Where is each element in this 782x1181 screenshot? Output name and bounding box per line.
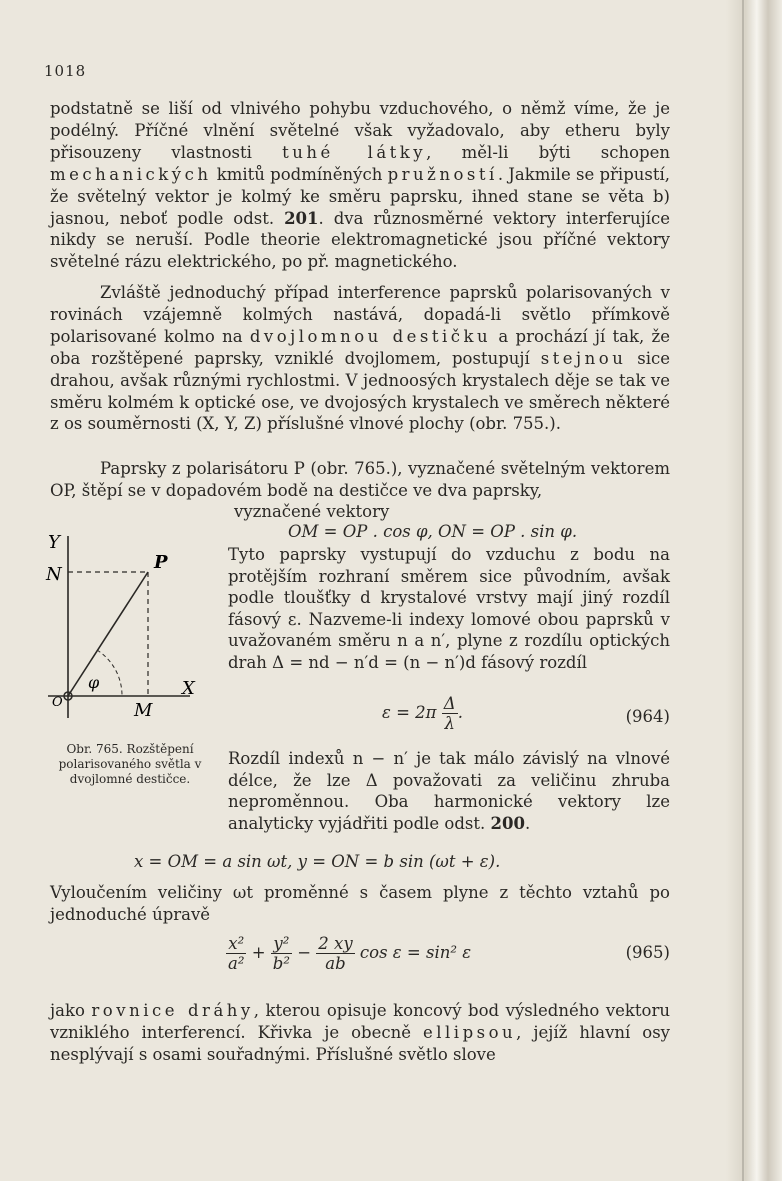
side-text-2: Rozdíl indexů n − n′ je tak málo závislý na vlnové délce, že lze Δ považovati za veličinu zhruba neproměnnou. Oba harmonické vektory lze analyticky vyjádřiti podle odst. 200. [228,749,670,833]
paragraph-3: Paprsky z polarisátoru P (obr. 765.), vyznačené světelným vektorem OP, štěpí se v dopadovém bodě na destičce ve dva paprsky, [50,459,670,500]
side-text-1: Tyto paprsky vystupují do vzduchu z bodu na protějším rozhraní směrem sice původním, avšak podle tloušťky d krystalové vrstvy mají jiný rozdíl fásový ε. Nazveme-li indexy lomové obou paprsků v uvažovaném směru n a n′, plyne z rozdílu optických drah Δ = nd − n′d = (n − n′)d fásový rozdíl [228,545,670,672]
book-spine [726,0,782,1181]
label-phi: φ [88,673,100,692]
label-o: O [52,695,63,710]
equation-964-number: (964) [625,707,670,726]
paragraph-5: jako rovnice dráhy, kterou opisuje koncový bod výsledného vektoru vzniklého interferencí. Křivka je obecně ellipsou, jejíž hlavní osy nesplývají s osami souřadnými. Příslušné světlo slove [50,1001,671,1064]
paragraph-2: Zvláště jednoduchý případ interference paprsků polarisovaných v rovinách vzájemně kolmých nastává, dopadá-li světlo přímkově polarisované kolmo na dvojlomnou destičku a prochází jí tak, že oba rozštěpené paprsky, vzniklé dvojlomem, postupují stejnou sice drahou, avšak různými rychlostmi. V jednoosých krystalech děje se tak ve směru kolmém k optické ose, ve dvojosých krystalech ve směrech některé z os souměrnosti (X, Y, Z) příslušné vlnové plochy (obr. 755.). [50,283,671,434]
formula-om-on: OM = OP . cos φ, ON = OP . sin φ. [288,522,578,541]
label-n: N [46,564,62,585]
label-m: M [134,700,153,721]
paragraph-1: podstatně se liší od vlnivého pohybu vzduchového, o němž víme, že je podélný. Příčné vlnění světelné však vyžadovalo, aby etheru byly přisouzeny vlastnosti tuhé látky, měl-li býti schopen mechanických kmitů podmíněných pružností. Jakmile se připustí, že světelný vektor je kolmý ke směru paprsku, ihned stane se věta b) jasnou, neboť podle odst. 201. dva různosměrné vektory interferujíce nikdy se neruší. Podle theorie elektromagnetické jsou příčné vektory světelné rázu elektrického, po př. magnetického. [50,99,671,272]
figure-caption: Obr. 765. Rozštěpení polarisovaného světla v dvojlomné destičce. [58,742,202,786]
page-number: 1018 [44,62,87,80]
equation-965-number: (965) [625,943,670,962]
paragraph-4: Vyloučením veličiny ωt proměnné s časem plyne z těchto vztahů po jednoduché úpravě [50,883,670,924]
vector-op [68,572,148,696]
spine-fold [742,0,744,1181]
paragraph-3-tail: vyznačené vektory [234,502,390,521]
label-x: X [182,678,195,699]
equation-964: ε = 2π $\frac{\Delta}{\lambda}$ . [382,694,463,733]
angle-arc [97,650,122,696]
figure-765 [40,528,220,728]
formula-x-y: x = OM = a sin ωt, y = ON = b sin (ωt + ε). [134,852,501,871]
label-p: P [154,552,168,573]
equation-965: $\frac{\text{x²}}{\text{a²}}$ + $\frac{\text{y²}}{\text{b²}}$ − $\frac{2 xy}{ab}$ cos ε = sin² ε [228,934,472,973]
label-y: Y [48,532,60,553]
